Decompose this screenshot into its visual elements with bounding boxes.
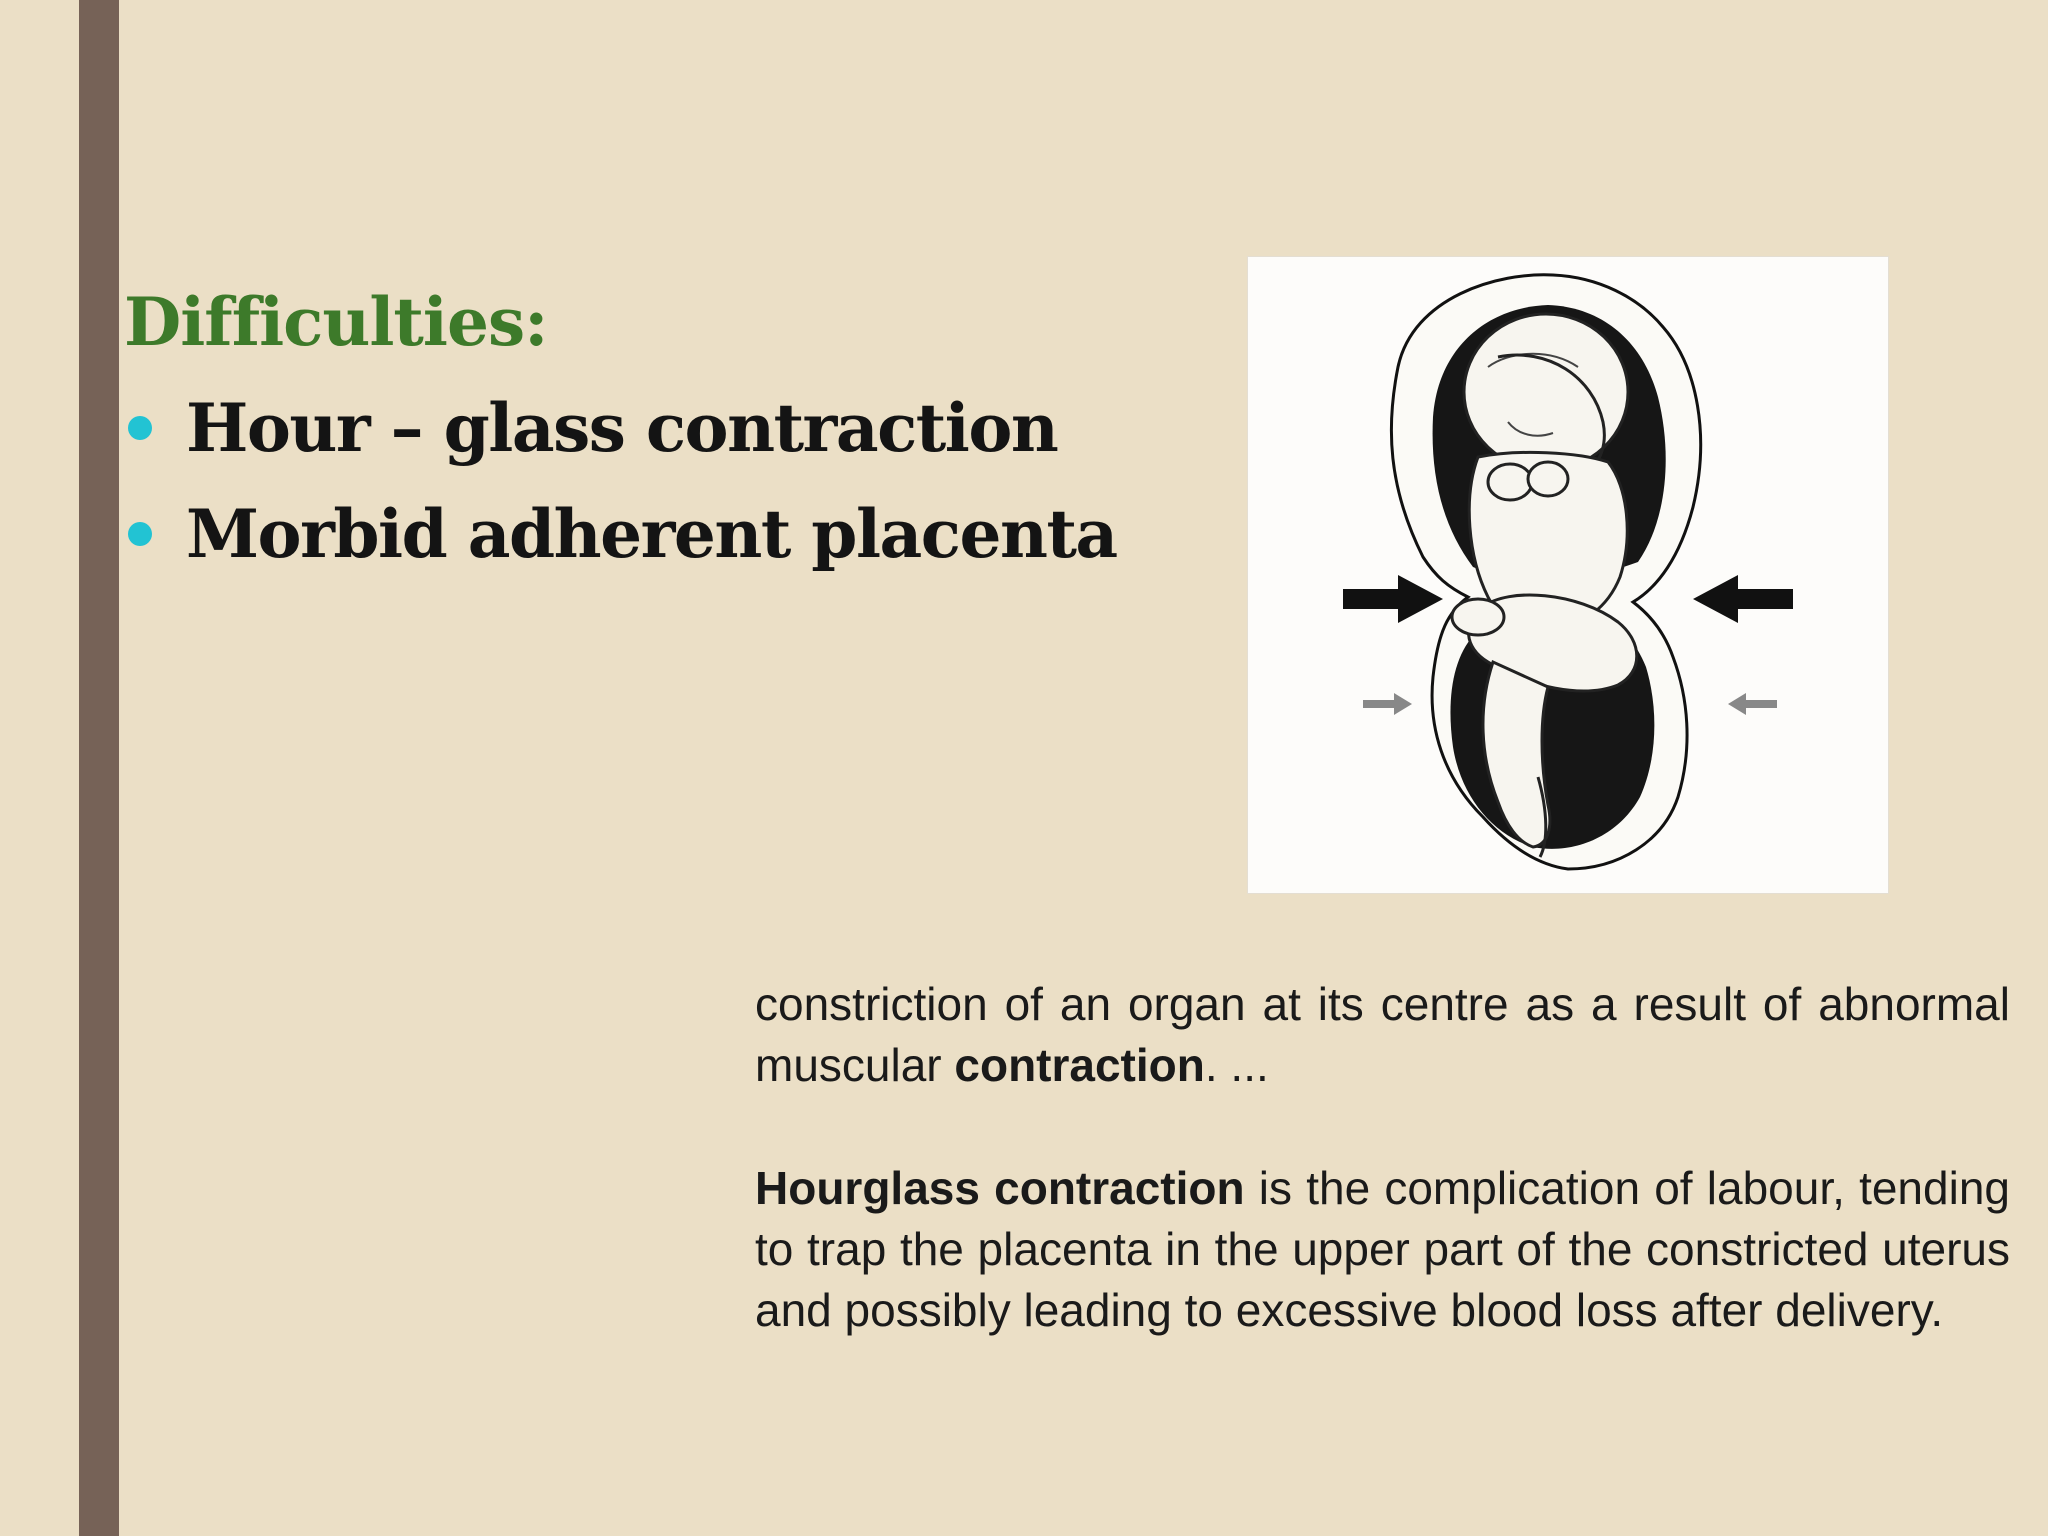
hourglass-uterus-illustration (1247, 256, 1889, 894)
bullet-label: Morbid adherent placenta (186, 495, 1117, 573)
explanation-text: is the complication of labour, tending to trap the placenta in the upper part of the constricted uterus and possibly leading to excessive blood loss after delivery. (755, 1162, 2010, 1336)
explanation-term: Hourglass contraction (755, 1162, 1245, 1214)
bullet-item-placenta (124, 488, 1117, 594)
definition-ellipsis: . ... (1204, 1039, 1269, 1091)
left-arrow-icon (1693, 575, 1793, 715)
bullet-dot-icon (128, 522, 152, 546)
bullet-item-hourglass (124, 382, 1117, 488)
definition-text: constriction of an organ at its centre as a result of abnormal muscular (755, 978, 2010, 1091)
bullet-label: Hour – glass contraction (186, 389, 1058, 467)
right-arrow-icon (1343, 575, 1443, 715)
description-text (755, 974, 2010, 1403)
slide-heading: Difficulties: (124, 283, 548, 361)
explanation-paragraph (755, 1158, 2010, 1341)
side-bar (79, 0, 119, 1536)
bullet-dot-icon (128, 416, 152, 440)
definition-term: contraction (954, 1039, 1205, 1091)
definition-paragraph (755, 974, 2010, 1096)
bullet-list (124, 382, 1117, 594)
